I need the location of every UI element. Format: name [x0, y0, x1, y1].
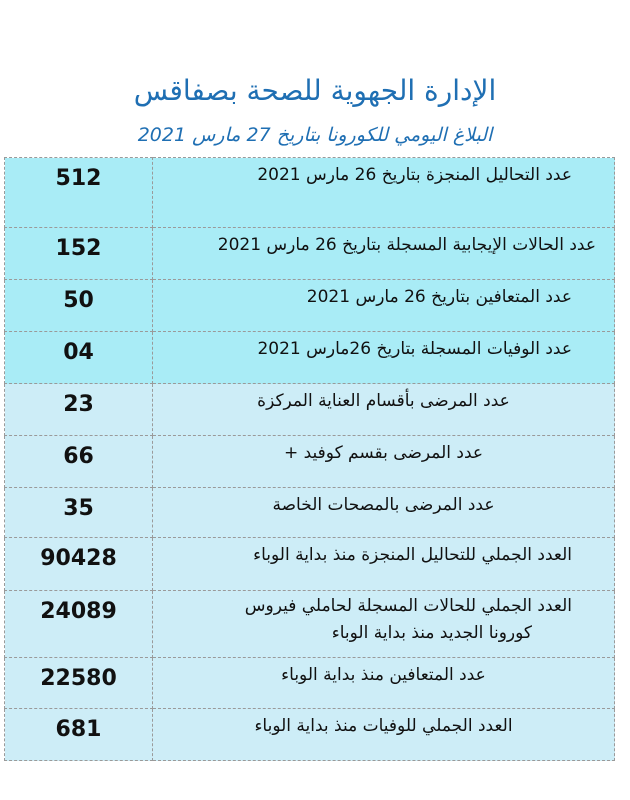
value-cell: 23: [5, 384, 153, 436]
table-row: [5, 591, 615, 658]
value-cell: 152: [5, 228, 153, 280]
label-cell: [153, 591, 615, 658]
table-row: [5, 488, 615, 538]
label-cell: [153, 538, 615, 591]
row-label: عدد الحالات الإيجابية المسجلة بتاريخ 26 مارس 2021: [217, 235, 596, 255]
value-cell: 512: [5, 158, 153, 228]
label-cell: [153, 332, 615, 384]
statistics-table: [4, 157, 615, 761]
value-cell: 90428: [5, 538, 153, 591]
label-cell: [153, 658, 615, 709]
row-label-continued: كورونا الجديد منذ بداية الوباء: [331, 623, 532, 643]
table-row: [5, 332, 615, 384]
row-label-block: [153, 591, 614, 647]
row-label: العدد الجملي للتحاليل المنجزة منذ بداية الوباء: [253, 545, 572, 565]
label-cell: [153, 488, 615, 538]
table-row: [5, 158, 615, 228]
row-label: عدد المرضى بأقسام العناية المركزة: [257, 391, 510, 411]
value-cell: 681: [5, 709, 153, 761]
label-cell: [153, 158, 615, 228]
table-row: [5, 384, 615, 436]
value-cell: 35: [5, 488, 153, 538]
row-label: عدد المتعافين بتاريخ 26 مارس 2021: [306, 287, 572, 307]
row-label: عدد المرضى بقسم كوفيد +: [283, 443, 484, 463]
value-cell: 04: [5, 332, 153, 384]
label-cell: [153, 436, 615, 488]
table-row: [5, 280, 615, 332]
table-row: [5, 709, 615, 761]
value-cell: 24089: [5, 591, 153, 658]
row-label: العدد الجملي للحالات المسجلة لحاملي فيروس: [244, 596, 572, 616]
table-row: [5, 658, 615, 709]
label-cell: [153, 709, 615, 761]
table-row: [5, 436, 615, 488]
page-subtitle: البلاغ اليومي للكورونا بتاريخ 27 مارس 2021: [137, 124, 493, 146]
row-label: عدد المتعافين منذ بداية الوباء: [281, 665, 486, 685]
row-label: عدد التحاليل المنجزة بتاريخ 26 مارس 2021: [257, 165, 572, 185]
value-cell: 22580: [5, 658, 153, 709]
row-label: عدد المرضى بالمصحات الخاصة: [272, 495, 495, 515]
table-row: [5, 228, 615, 280]
row-label: العدد الجملي للوفيات منذ بداية الوباء: [254, 716, 513, 736]
page-title: الإدارة الجهوية للصحة بصفاقس: [133, 74, 497, 107]
row-label: عدد الوفيات المسجلة بتاريخ 26مارس 2021: [257, 339, 572, 359]
label-cell: [153, 228, 615, 280]
table-row: [5, 538, 615, 591]
value-cell: 50: [5, 280, 153, 332]
value-cell: 66: [5, 436, 153, 488]
label-cell: [153, 280, 615, 332]
label-cell: [153, 384, 615, 436]
